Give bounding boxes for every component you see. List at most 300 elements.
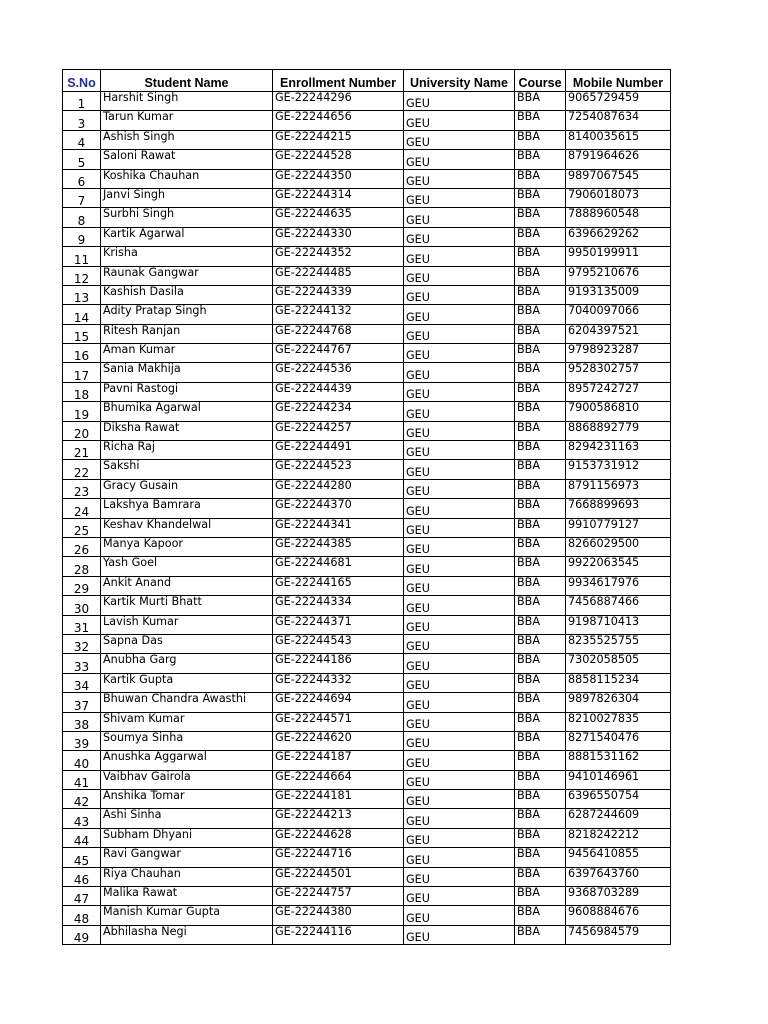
cell-sno: 32 (63, 634, 101, 653)
cell-enrollment-number: GE-22244352 (273, 247, 404, 266)
cell-university-name: GEU (404, 731, 515, 750)
cell-sno: 42 (63, 790, 101, 809)
cell-enrollment-number: GE-22244257 (273, 421, 404, 440)
cell-course: BBA (515, 751, 566, 770)
cell-university-name: GEU (404, 421, 515, 440)
cell-university-name: GEU (404, 111, 515, 130)
cell-student-name: Pavni Rastogi (101, 382, 273, 401)
cell-course: BBA (515, 828, 566, 847)
cell-university-name: GEU (404, 208, 515, 227)
table-row (63, 382, 671, 401)
table-row (63, 751, 671, 770)
cell-enrollment-number: GE-22244501 (273, 867, 404, 886)
cell-university-name: GEU (404, 790, 515, 809)
cell-university-name: GEU (404, 518, 515, 537)
table-row (63, 344, 671, 363)
cell-enrollment-number: GE-22244485 (273, 266, 404, 285)
table-header (63, 70, 671, 92)
cell-sno: 8 (63, 208, 101, 227)
table-row (63, 247, 671, 266)
table-row (63, 460, 671, 479)
cell-university-name: GEU (404, 615, 515, 634)
cell-sno: 39 (63, 731, 101, 750)
cell-mobile-number: 8858115234 (566, 673, 671, 692)
header-sno: S.No (63, 70, 101, 92)
cell-mobile-number: 9198710413 (566, 615, 671, 634)
cell-course: BBA (515, 673, 566, 692)
cell-mobile-number: 6397643760 (566, 867, 671, 886)
cell-university-name: GEU (404, 441, 515, 460)
cell-university-name: GEU (404, 188, 515, 207)
table-row (63, 150, 671, 169)
cell-course: BBA (515, 499, 566, 518)
cell-enrollment-number: GE-22244132 (273, 305, 404, 324)
cell-mobile-number: 9934617976 (566, 576, 671, 595)
cell-university-name: GEU (404, 673, 515, 692)
cell-student-name: Richa Raj (101, 441, 273, 460)
cell-mobile-number: 9950199911 (566, 247, 671, 266)
cell-mobile-number: 9910779127 (566, 518, 671, 537)
cell-course: BBA (515, 130, 566, 149)
cell-sno: 30 (63, 596, 101, 615)
cell-sno: 18 (63, 382, 101, 401)
cell-sno: 23 (63, 479, 101, 498)
cell-sno: 21 (63, 441, 101, 460)
cell-student-name: Sania Makhija (101, 363, 273, 382)
cell-mobile-number: 9456410855 (566, 848, 671, 867)
cell-university-name: GEU (404, 382, 515, 401)
cell-course: BBA (515, 576, 566, 595)
table-row (63, 208, 671, 227)
cell-student-name: Riya Chauhan (101, 867, 273, 886)
cell-mobile-number: 8266029500 (566, 537, 671, 556)
cell-sno: 13 (63, 285, 101, 304)
cell-mobile-number: 8271540476 (566, 731, 671, 750)
cell-course: BBA (515, 208, 566, 227)
cell-mobile-number: 8235525755 (566, 634, 671, 653)
cell-course: BBA (515, 92, 566, 111)
table-row (63, 867, 671, 886)
cell-course: BBA (515, 654, 566, 673)
cell-enrollment-number: GE-22244380 (273, 906, 404, 925)
cell-enrollment-number: GE-22244656 (273, 111, 404, 130)
cell-enrollment-number: GE-22244116 (273, 925, 404, 944)
cell-university-name: GEU (404, 479, 515, 498)
cell-enrollment-number: GE-22244187 (273, 751, 404, 770)
cell-course: BBA (515, 460, 566, 479)
cell-enrollment-number: GE-22244314 (273, 188, 404, 207)
cell-student-name: Aman Kumar (101, 344, 273, 363)
cell-course: BBA (515, 790, 566, 809)
cell-university-name: GEU (404, 906, 515, 925)
cell-student-name: Surbhi Singh (101, 208, 273, 227)
cell-sno: 26 (63, 537, 101, 556)
table-row (63, 906, 671, 925)
cell-university-name: GEU (404, 712, 515, 731)
cell-course: BBA (515, 421, 566, 440)
cell-course: BBA (515, 266, 566, 285)
cell-course: BBA (515, 867, 566, 886)
cell-sno: 34 (63, 673, 101, 692)
cell-mobile-number: 8791964626 (566, 150, 671, 169)
cell-sno: 46 (63, 867, 101, 886)
cell-student-name: Anubha Garg (101, 654, 273, 673)
header-row (63, 70, 671, 92)
cell-enrollment-number: GE-22244350 (273, 169, 404, 188)
cell-university-name: GEU (404, 460, 515, 479)
cell-mobile-number: 9608884676 (566, 906, 671, 925)
cell-university-name: GEU (404, 266, 515, 285)
table-row (63, 925, 671, 944)
cell-student-name: Janvi Singh (101, 188, 273, 207)
table-row (63, 169, 671, 188)
cell-student-name: Sapna Das (101, 634, 273, 653)
cell-course: BBA (515, 344, 566, 363)
cell-enrollment-number: GE-22244664 (273, 770, 404, 789)
cell-student-name: Krisha (101, 247, 273, 266)
cell-university-name: GEU (404, 363, 515, 382)
cell-mobile-number: 8210027835 (566, 712, 671, 731)
table-row (63, 537, 671, 556)
cell-enrollment-number: GE-22244628 (273, 828, 404, 847)
cell-mobile-number: 6396629262 (566, 227, 671, 246)
table-row (63, 92, 671, 111)
cell-student-name: Sakshi (101, 460, 273, 479)
cell-enrollment-number: GE-22244767 (273, 344, 404, 363)
cell-course: BBA (515, 188, 566, 207)
cell-student-name: Adity Pratap Singh (101, 305, 273, 324)
cell-university-name: GEU (404, 247, 515, 266)
cell-student-name: Kartik Agarwal (101, 227, 273, 246)
cell-student-name: Ashi Sinha (101, 809, 273, 828)
cell-sno: 38 (63, 712, 101, 731)
cell-sno: 7 (63, 188, 101, 207)
cell-sno: 11 (63, 247, 101, 266)
cell-university-name: GEU (404, 499, 515, 518)
cell-course: BBA (515, 479, 566, 498)
cell-student-name: Gracy Gusain (101, 479, 273, 498)
table-row (63, 731, 671, 750)
table-row (63, 557, 671, 576)
table-row (63, 518, 671, 537)
cell-sno: 45 (63, 848, 101, 867)
cell-university-name: GEU (404, 925, 515, 944)
cell-enrollment-number: GE-22244439 (273, 382, 404, 401)
cell-enrollment-number: GE-22244371 (273, 615, 404, 634)
cell-course: BBA (515, 634, 566, 653)
cell-student-name: Subham Dhyani (101, 828, 273, 847)
cell-sno: 6 (63, 169, 101, 188)
header-course: Course (515, 70, 566, 92)
cell-student-name: Ravi Gangwar (101, 848, 273, 867)
cell-student-name: Malika Rawat (101, 887, 273, 906)
cell-course: BBA (515, 402, 566, 421)
cell-mobile-number: 7302058505 (566, 654, 671, 673)
cell-university-name: GEU (404, 596, 515, 615)
cell-enrollment-number: GE-22244213 (273, 809, 404, 828)
cell-sno: 49 (63, 925, 101, 944)
cell-course: BBA (515, 382, 566, 401)
cell-sno: 15 (63, 324, 101, 343)
table-row (63, 441, 671, 460)
table-row (63, 421, 671, 440)
cell-university-name: GEU (404, 751, 515, 770)
cell-mobile-number: 6204397521 (566, 324, 671, 343)
table-row (63, 285, 671, 304)
cell-sno: 25 (63, 518, 101, 537)
cell-sno: 1 (63, 92, 101, 111)
cell-course: BBA (515, 363, 566, 382)
cell-university-name: GEU (404, 867, 515, 886)
cell-student-name: Bhumika Agarwal (101, 402, 273, 421)
cell-sno: 47 (63, 887, 101, 906)
cell-university-name: GEU (404, 809, 515, 828)
cell-course: BBA (515, 518, 566, 537)
cell-university-name: GEU (404, 693, 515, 712)
cell-university-name: GEU (404, 887, 515, 906)
cell-university-name: GEU (404, 130, 515, 149)
cell-student-name: Anushka Aggarwal (101, 751, 273, 770)
cell-student-name: Kashish Dasila (101, 285, 273, 304)
cell-sno: 14 (63, 305, 101, 324)
cell-sno: 3 (63, 111, 101, 130)
cell-course: BBA (515, 887, 566, 906)
cell-sno: 41 (63, 770, 101, 789)
cell-enrollment-number: GE-22244716 (273, 848, 404, 867)
cell-enrollment-number: GE-22244165 (273, 576, 404, 595)
cell-enrollment-number: GE-22244681 (273, 557, 404, 576)
cell-enrollment-number: GE-22244339 (273, 285, 404, 304)
cell-university-name: GEU (404, 634, 515, 653)
header-student-name: Student Name (101, 70, 273, 92)
cell-course: BBA (515, 809, 566, 828)
cell-course: BBA (515, 150, 566, 169)
cell-university-name: GEU (404, 828, 515, 847)
cell-mobile-number: 9065729459 (566, 92, 671, 111)
cell-university-name: GEU (404, 169, 515, 188)
cell-mobile-number: 7254087634 (566, 111, 671, 130)
cell-sno: 48 (63, 906, 101, 925)
cell-mobile-number: 9193135009 (566, 285, 671, 304)
cell-mobile-number: 9795210676 (566, 266, 671, 285)
cell-enrollment-number: GE-22244757 (273, 887, 404, 906)
cell-student-name: Bhuwan Chandra Awasthi (101, 693, 273, 712)
cell-course: BBA (515, 731, 566, 750)
cell-university-name: GEU (404, 537, 515, 556)
cell-course: BBA (515, 169, 566, 188)
cell-enrollment-number: GE-22244768 (273, 324, 404, 343)
cell-mobile-number: 9798923287 (566, 344, 671, 363)
cell-sno: 19 (63, 402, 101, 421)
cell-student-name: Shivam Kumar (101, 712, 273, 731)
cell-course: BBA (515, 305, 566, 324)
table-row (63, 324, 671, 343)
cell-course: BBA (515, 848, 566, 867)
table-row (63, 576, 671, 595)
cell-student-name: Ritesh Ranjan (101, 324, 273, 343)
cell-mobile-number: 9410146961 (566, 770, 671, 789)
cell-enrollment-number: GE-22244491 (273, 441, 404, 460)
cell-sno: 37 (63, 693, 101, 712)
cell-student-name: Ashish Singh (101, 130, 273, 149)
table-row (63, 634, 671, 653)
table-row (63, 402, 671, 421)
cell-mobile-number: 8140035615 (566, 130, 671, 149)
cell-university-name: GEU (404, 150, 515, 169)
table-row (63, 828, 671, 847)
cell-mobile-number: 6396550754 (566, 790, 671, 809)
cell-course: BBA (515, 227, 566, 246)
cell-university-name: GEU (404, 324, 515, 343)
cell-student-name: Saloni Rawat (101, 150, 273, 169)
table-row (63, 227, 671, 246)
cell-sno: 12 (63, 266, 101, 285)
cell-student-name: Keshav Khandelwal (101, 518, 273, 537)
cell-sno: 20 (63, 421, 101, 440)
table-row (63, 809, 671, 828)
cell-university-name: GEU (404, 654, 515, 673)
cell-mobile-number: 9368703289 (566, 887, 671, 906)
cell-student-name: Manya Kapoor (101, 537, 273, 556)
cell-sno: 28 (63, 557, 101, 576)
cell-enrollment-number: GE-22244635 (273, 208, 404, 227)
cell-course: BBA (515, 770, 566, 789)
cell-enrollment-number: GE-22244330 (273, 227, 404, 246)
cell-student-name: Diksha Rawat (101, 421, 273, 440)
cell-sno: 33 (63, 654, 101, 673)
cell-university-name: GEU (404, 770, 515, 789)
table-row (63, 188, 671, 207)
cell-course: BBA (515, 247, 566, 266)
cell-enrollment-number: GE-22244332 (273, 673, 404, 692)
cell-course: BBA (515, 906, 566, 925)
header-university-name: University Name (404, 70, 515, 92)
cell-student-name: Koshika Chauhan (101, 169, 273, 188)
table-row (63, 596, 671, 615)
cell-sno: 24 (63, 499, 101, 518)
cell-enrollment-number: GE-22244215 (273, 130, 404, 149)
cell-enrollment-number: GE-22244181 (273, 790, 404, 809)
cell-student-name: Yash Goel (101, 557, 273, 576)
cell-sno: 43 (63, 809, 101, 828)
cell-mobile-number: 8868892779 (566, 421, 671, 440)
cell-sno: 29 (63, 576, 101, 595)
cell-mobile-number: 8218242212 (566, 828, 671, 847)
cell-student-name: Lakshya Bamrara (101, 499, 273, 518)
cell-mobile-number: 6287244609 (566, 809, 671, 828)
cell-university-name: GEU (404, 227, 515, 246)
cell-enrollment-number: GE-22244523 (273, 460, 404, 479)
cell-student-name: Anshika Tomar (101, 790, 273, 809)
table-row (63, 363, 671, 382)
cell-student-name: Lavish Kumar (101, 615, 273, 634)
cell-enrollment-number: GE-22244186 (273, 654, 404, 673)
cell-mobile-number: 8294231163 (566, 441, 671, 460)
table-row (63, 615, 671, 634)
cell-student-name: Ankit Anand (101, 576, 273, 595)
cell-course: BBA (515, 324, 566, 343)
cell-course: BBA (515, 615, 566, 634)
table-row (63, 130, 671, 149)
cell-enrollment-number: GE-22244370 (273, 499, 404, 518)
cell-mobile-number: 8791156973 (566, 479, 671, 498)
cell-mobile-number: 9897826304 (566, 693, 671, 712)
cell-enrollment-number: GE-22244528 (273, 150, 404, 169)
cell-enrollment-number: GE-22244536 (273, 363, 404, 382)
cell-mobile-number: 9897067545 (566, 169, 671, 188)
cell-enrollment-number: GE-22244385 (273, 537, 404, 556)
table-row (63, 654, 671, 673)
student-table (62, 69, 671, 945)
cell-enrollment-number: GE-22244334 (273, 596, 404, 615)
cell-student-name: Tarun Kumar (101, 111, 273, 130)
table-row (63, 712, 671, 731)
header-mobile-number: Mobile Number (566, 70, 671, 92)
cell-sno: 31 (63, 615, 101, 634)
cell-course: BBA (515, 285, 566, 304)
cell-enrollment-number: GE-22244296 (273, 92, 404, 111)
cell-course: BBA (515, 441, 566, 460)
cell-mobile-number: 7456887466 (566, 596, 671, 615)
table-row (63, 111, 671, 130)
table-row (63, 305, 671, 324)
cell-university-name: GEU (404, 344, 515, 363)
cell-enrollment-number: GE-22244694 (273, 693, 404, 712)
cell-university-name: GEU (404, 305, 515, 324)
table-row (63, 887, 671, 906)
cell-mobile-number: 7456984579 (566, 925, 671, 944)
cell-student-name: Manish Kumar Gupta (101, 906, 273, 925)
table-row (63, 266, 671, 285)
cell-enrollment-number: GE-22244234 (273, 402, 404, 421)
cell-mobile-number: 7900586810 (566, 402, 671, 421)
cell-mobile-number: 7888960548 (566, 208, 671, 227)
cell-sno: 5 (63, 150, 101, 169)
table-body (63, 92, 671, 945)
cell-university-name: GEU (404, 402, 515, 421)
cell-mobile-number: 9153731912 (566, 460, 671, 479)
cell-course: BBA (515, 596, 566, 615)
table-row (63, 479, 671, 498)
cell-mobile-number: 9922063545 (566, 557, 671, 576)
cell-mobile-number: 9528302757 (566, 363, 671, 382)
cell-course: BBA (515, 693, 566, 712)
cell-student-name: Kartik Gupta (101, 673, 273, 692)
cell-university-name: GEU (404, 92, 515, 111)
cell-mobile-number: 7040097066 (566, 305, 671, 324)
cell-sno: 44 (63, 828, 101, 847)
cell-student-name: Kartik Murti Bhatt (101, 596, 273, 615)
cell-enrollment-number: GE-22244280 (273, 479, 404, 498)
cell-course: BBA (515, 111, 566, 130)
cell-university-name: GEU (404, 848, 515, 867)
cell-sno: 40 (63, 751, 101, 770)
cell-student-name: Abhilasha Negi (101, 925, 273, 944)
cell-course: BBA (515, 712, 566, 731)
cell-enrollment-number: GE-22244341 (273, 518, 404, 537)
table-row (63, 790, 671, 809)
cell-sno: 9 (63, 227, 101, 246)
cell-enrollment-number: GE-22244620 (273, 731, 404, 750)
table-row (63, 693, 671, 712)
cell-enrollment-number: GE-22244571 (273, 712, 404, 731)
cell-student-name: Vaibhav Gairola (101, 770, 273, 789)
cell-sno: 4 (63, 130, 101, 149)
cell-course: BBA (515, 557, 566, 576)
header-enrollment-number: Enrollment Number (273, 70, 404, 92)
cell-course: BBA (515, 925, 566, 944)
cell-sno: 17 (63, 363, 101, 382)
